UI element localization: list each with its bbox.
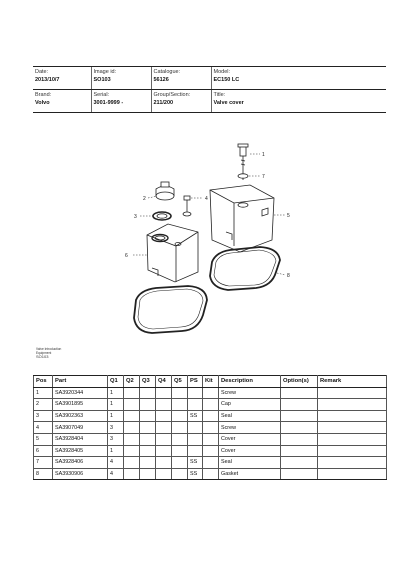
cell-q2	[124, 468, 140, 480]
footnote-image-id: SO103	[36, 354, 49, 359]
cell-pos: 8	[34, 468, 53, 480]
serial-value: 3001-9999 -	[93, 100, 124, 106]
cell-description: Cover	[219, 445, 281, 457]
cell-pos: 3	[34, 410, 53, 422]
cell-ps	[188, 387, 203, 399]
table-row	[34, 457, 387, 469]
parts-table	[33, 375, 387, 480]
date-label: Date:	[35, 69, 49, 75]
cell-q1: 1	[108, 399, 124, 411]
cell-options	[281, 399, 318, 411]
cell-part-number: SA3928405	[53, 445, 108, 457]
col-q5: Q5	[172, 376, 188, 388]
cell-q3	[140, 387, 156, 399]
callout-6: 6	[125, 253, 128, 259]
cell-description: Cover	[219, 433, 281, 445]
date-cell	[33, 67, 91, 90]
cell-kit	[203, 387, 219, 399]
model-cell	[211, 67, 386, 90]
cell-q3	[140, 399, 156, 411]
col-q3: Q3	[140, 376, 156, 388]
cell-q1: 4	[108, 457, 124, 469]
cell-remark	[318, 433, 387, 445]
cell-options	[281, 410, 318, 422]
serial-label: Serial:	[93, 92, 110, 98]
cell-q2	[124, 457, 140, 469]
cell-options	[281, 422, 318, 434]
col-part: Part	[53, 376, 108, 388]
group-label: Group/Section:	[153, 92, 191, 98]
table-row	[34, 387, 387, 399]
cell-q1: 1	[108, 445, 124, 457]
cover-part-6	[147, 224, 198, 282]
cell-part-number: SA3907049	[53, 422, 108, 434]
cell-q2	[124, 422, 140, 434]
cell-part-number: SA3930906	[53, 468, 108, 480]
cell-q5	[172, 399, 188, 411]
model-label: Model:	[213, 69, 231, 75]
date-value: 2013/10/7	[35, 77, 60, 83]
cell-ps	[188, 445, 203, 457]
header-row-2	[33, 90, 386, 113]
cell-remark	[318, 410, 387, 422]
cell-ps: SS	[188, 457, 203, 469]
cell-q5	[172, 422, 188, 434]
cell-description: Seal	[219, 457, 281, 469]
table-row	[34, 445, 387, 457]
callout-7: 7	[262, 174, 265, 180]
cell-q2	[124, 445, 140, 457]
col-description: Description	[219, 376, 281, 388]
screw-part-4	[183, 196, 191, 216]
cell-q3	[140, 445, 156, 457]
cell-remark	[318, 457, 387, 469]
callout-8: 8	[287, 273, 290, 279]
cell-ps: SS	[188, 468, 203, 480]
cell-pos: 6	[34, 445, 53, 457]
cell-ps: SS	[188, 410, 203, 422]
cell-q5	[172, 445, 188, 457]
brand-cell	[33, 90, 91, 113]
callout-3: 3	[134, 214, 137, 220]
cell-q2	[124, 433, 140, 445]
cell-q2	[124, 410, 140, 422]
cell-part-number: SA3901895	[53, 399, 108, 411]
image-id-value: SO103	[93, 77, 111, 83]
col-pos: Pos	[34, 376, 53, 388]
cell-q1: 3	[108, 433, 124, 445]
diagram-footnote	[36, 347, 61, 359]
gasket-lower	[134, 286, 207, 333]
footnote-line-1: Valve Introduction	[36, 347, 62, 351]
footnote-line-2: Equipment	[36, 351, 52, 355]
table-row	[34, 399, 387, 411]
col-kit: Kit	[203, 376, 219, 388]
cell-kit	[203, 457, 219, 469]
cell-q4	[156, 433, 172, 445]
cell-options	[281, 468, 318, 480]
cell-pos: 7	[34, 457, 53, 469]
cell-q4	[156, 387, 172, 399]
col-q1: Q1	[108, 376, 124, 388]
title-value: Valve cover	[213, 100, 244, 106]
cell-part-number: SA3920344	[53, 387, 108, 399]
callout-1: 1	[262, 152, 265, 158]
catalogue-value: 56126	[153, 77, 169, 83]
cell-q5	[172, 468, 188, 480]
title-cell	[211, 90, 386, 113]
cell-description: Screw	[219, 387, 281, 399]
cell-description: Gasket	[219, 468, 281, 480]
cell-part-number: SA3928404	[53, 433, 108, 445]
col-options: Option(s)	[281, 376, 318, 388]
cell-options	[281, 387, 318, 399]
cell-q1: 1	[108, 387, 124, 399]
cell-q4	[156, 410, 172, 422]
cell-q3	[140, 468, 156, 480]
cell-q4	[156, 399, 172, 411]
cell-ps	[188, 433, 203, 445]
cell-q5	[172, 387, 188, 399]
cell-options	[281, 433, 318, 445]
col-q4: Q4	[156, 376, 172, 388]
table-row	[34, 433, 387, 445]
cell-options	[281, 457, 318, 469]
callout-2: 2	[143, 196, 146, 202]
cell-q5	[172, 410, 188, 422]
cell-pos: 1	[34, 387, 53, 399]
cell-remark	[318, 387, 387, 399]
col-remark: Remark	[318, 376, 387, 388]
table-row	[34, 422, 387, 434]
cell-pos: 5	[34, 433, 53, 445]
cell-part-number: SA3928406	[53, 457, 108, 469]
cell-q1: 3	[108, 422, 124, 434]
cell-remark	[318, 399, 387, 411]
title-label: Title:	[213, 92, 226, 98]
header-info-table	[33, 66, 386, 113]
cell-q3	[140, 433, 156, 445]
cell-description: Cap	[219, 399, 281, 411]
cell-ps	[188, 399, 203, 411]
model-value: EC150 LC	[213, 77, 240, 83]
exploded-parts-diagram	[0, 120, 420, 360]
cell-description: Screw	[219, 422, 281, 434]
cell-kit	[203, 422, 219, 434]
table-row	[34, 468, 387, 480]
image-id-cell	[91, 67, 151, 90]
brand-label: Brand:	[35, 92, 52, 98]
callout-4: 4	[205, 196, 208, 202]
cell-q3	[140, 410, 156, 422]
cell-kit	[203, 445, 219, 457]
serial-cell	[91, 90, 151, 113]
cap-part-2	[156, 182, 174, 200]
cell-remark	[318, 445, 387, 457]
brand-value: Volvo	[35, 100, 50, 106]
col-q2: Q2	[124, 376, 140, 388]
cell-kit	[203, 433, 219, 445]
header-row-1	[33, 67, 386, 90]
parts-table-body	[34, 387, 387, 480]
cell-remark	[318, 422, 387, 434]
cell-q2	[124, 399, 140, 411]
cell-q4	[156, 445, 172, 457]
cell-q1: 1	[108, 410, 124, 422]
cell-q4	[156, 468, 172, 480]
cell-options	[281, 445, 318, 457]
cell-q3	[140, 422, 156, 434]
catalogue-label: Catalogue:	[153, 69, 181, 75]
cell-pos: 2	[34, 399, 53, 411]
cover-part-5	[210, 185, 274, 252]
image-id-label: Image id:	[93, 69, 117, 75]
cell-part-number: SA3902363	[53, 410, 108, 422]
cell-pos: 4	[34, 422, 53, 434]
cell-q5	[172, 433, 188, 445]
col-ps: PS	[188, 376, 203, 388]
group-cell	[151, 90, 211, 113]
gasket-part-8	[210, 247, 280, 290]
cell-kit	[203, 468, 219, 480]
parts-header-row	[34, 376, 387, 388]
cell-q4	[156, 422, 172, 434]
cell-q3	[140, 457, 156, 469]
callout-5: 5	[287, 213, 290, 219]
cell-ps	[188, 422, 203, 434]
table-row	[34, 410, 387, 422]
cell-q1: 4	[108, 468, 124, 480]
cell-q4	[156, 457, 172, 469]
cell-q2	[124, 387, 140, 399]
seal-part-7	[238, 174, 248, 178]
cell-q5	[172, 457, 188, 469]
catalogue-cell	[151, 67, 211, 90]
cell-description: Seal	[219, 410, 281, 422]
cell-kit	[203, 399, 219, 411]
cell-kit	[203, 410, 219, 422]
group-value: 211/200	[153, 100, 174, 106]
seal-part-3	[153, 212, 171, 220]
cell-remark	[318, 468, 387, 480]
